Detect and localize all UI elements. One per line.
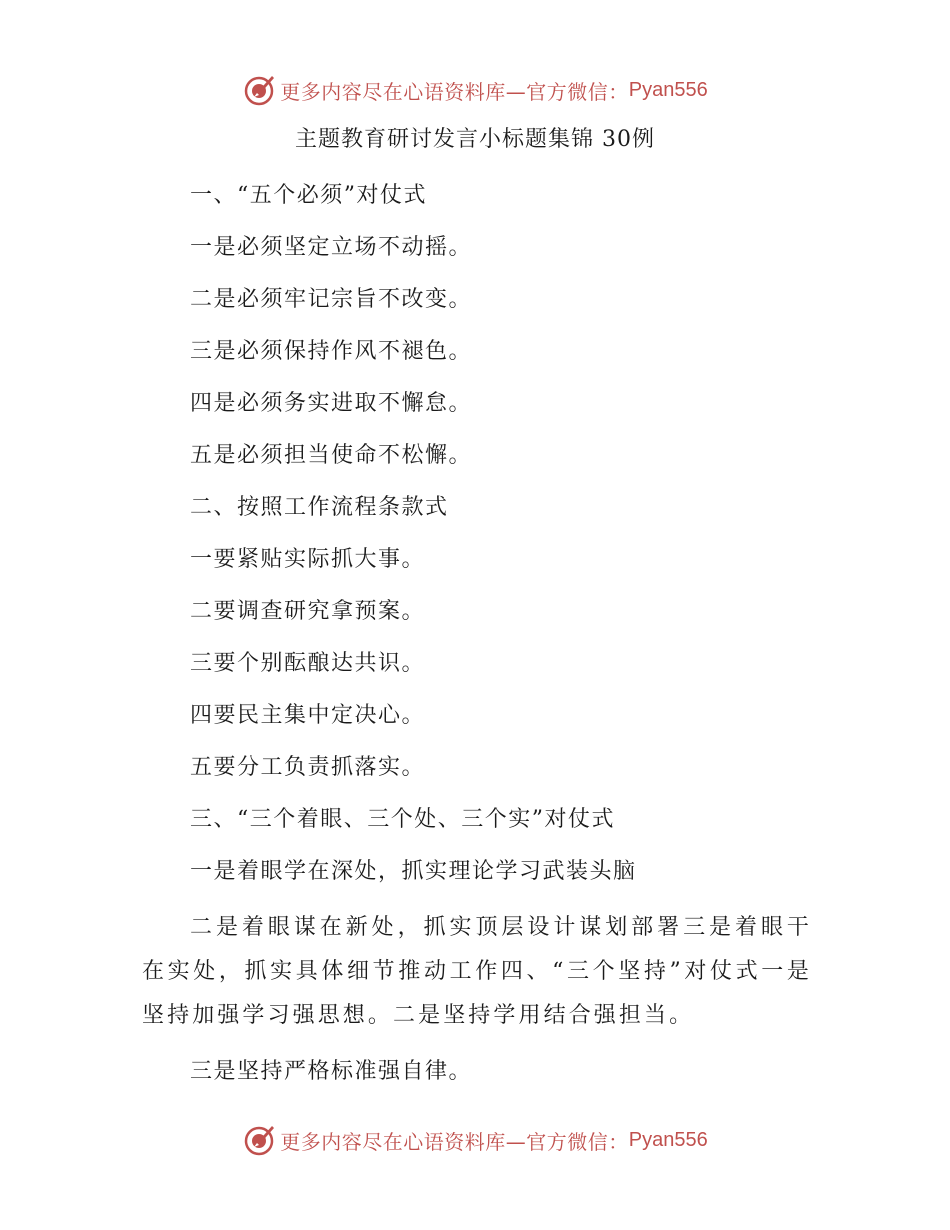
header-banner [0, 68, 950, 112]
section-heading: 一、“五个必须”对仗式 [190, 183, 427, 208]
section-heading: 二、按照工作流程条款式 [190, 495, 449, 520]
body-line: 一要紧贴实际抓大事。 [190, 547, 426, 572]
body-line: 四要民主集中定决心。 [190, 703, 426, 728]
body-line: 五要分工负责抓落实。 [190, 755, 426, 780]
quill-pen-logo-icon [242, 73, 276, 107]
body-line: 三要个别酝酿达共识。 [190, 651, 426, 676]
body-line: 一是着眼学在深处，抓实理论学习武装头脑 [190, 859, 637, 884]
body-line: 二要调查研究拿预案。 [190, 599, 426, 624]
body-line: 四是必须务实进取不懈怠。 [190, 391, 473, 416]
footer-banner [0, 1118, 950, 1162]
body-paragraph: 二是着眼谋在新处，抓实顶层设计谋划部署三是着眼干在实处，抓实具体细节推动工作四、“三个坚持”对仗式一是坚持加强学习强思想。二是坚持学用结合强担当。 [142, 915, 812, 1028]
banner-wechat-id: Pyan556 [628, 1128, 708, 1151]
document-body [142, 170, 812, 1098]
section-heading: 三、“三个着眼、三个处、三个实”对仗式 [190, 807, 615, 832]
body-line: 二是必须牢记宗旨不改变。 [190, 287, 473, 312]
body-line: 三是坚持严格标准强自律。 [190, 1059, 473, 1084]
banner-text: 更多内容尽在心语资料库—官方微信： [280, 79, 629, 104]
banner-wechat-id: Pyan556 [628, 78, 708, 101]
body-line: 三是必须保持作风不褪色。 [190, 339, 473, 364]
document-title: 主题教育研讨发言小标题集锦 30例 [295, 127, 655, 152]
body-line: 一是必须坚定立场不动摇。 [190, 235, 473, 260]
banner-text: 更多内容尽在心语资料库—官方微信： [280, 1129, 629, 1154]
body-line: 五是必须担当使命不松懈。 [190, 443, 473, 468]
quill-pen-logo-icon [242, 1123, 276, 1157]
